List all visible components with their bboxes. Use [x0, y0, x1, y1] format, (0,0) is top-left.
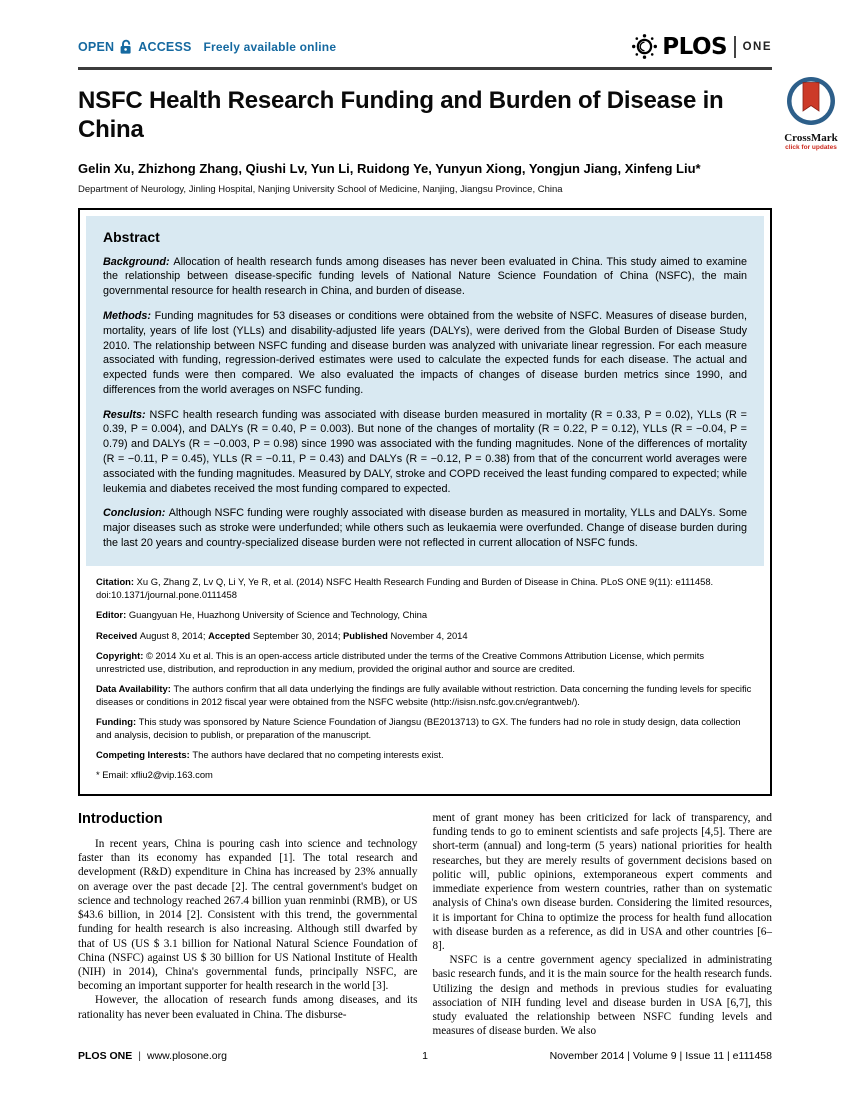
footer-issue-line: November 2014 | Volume 9 | Issue 11 | e111458: [549, 1050, 772, 1062]
metadata-row: Editor: Guangyuan He, Huazhong University of Science and Technology, China: [96, 609, 428, 621]
abstract-section-label: Methods:: [103, 309, 155, 322]
crossmark-icon: [786, 76, 836, 126]
intro-left-text: [78, 837, 418, 1022]
left-column: [78, 811, 418, 1039]
metadata-row: * Email: xfliu2@vip.163.com: [96, 769, 213, 781]
metadata-row: Data Availability: The authors confirm that all data underlying the findings are fully available without restriction. Data concerning the funding levels for specific diseases or conditions in 2012 fiscal year were obtained from the NSFC website (http://isisn.nsfc.gov.cn/egrantweb/).: [96, 682, 752, 707]
intro-paragraph: However, the allocation of research funds among diseases, and its rationality has never been evaluated in China. The disburse-: [78, 994, 418, 1021]
introduction-heading: Introduction: [78, 811, 163, 828]
header-rule: [78, 67, 772, 70]
article-body: [78, 811, 772, 1039]
abstract-section-label: Conclusion:: [103, 507, 169, 520]
right-column: [433, 811, 773, 1039]
abstract-section: Results: NSFC health research funding was associated with disease burden measured in mortality (R = 0.33, P = 0.02), YLLs (R = 0.39, P = 0.004), and DALYs (R = 0.40, P = 0.003). But none of the changes of mortality (R = 0.22, P = 0.12), YLLs (R = −0.04, P = 0.79) and DALYs (R = −0.003, P = 0.98) since 1990 was associated with the funding magnitudes. None of the differences of mortality (R = −0.11, P = 0.45), YLLs (R = −0.11, P = 0.43) and DALYs (R = −0.12, P = 0.38) from that of the concurrent world averages were associated with the funding magnitudes. Measured by DALY, stroke and COPD received the least funding compared to expected; while leukemia and diabetes received the most funding compared to expected.: [103, 408, 747, 495]
title-block: [78, 87, 772, 195]
one-wordmark: ONE: [742, 40, 772, 53]
abstract-section-label: Background:: [103, 255, 174, 268]
article-metadata: [86, 566, 764, 788]
page-footer: [78, 1050, 772, 1062]
top-bar: [78, 33, 772, 60]
page-title: NSFC Health Research Funding and Burden of Disease in China: [78, 87, 724, 143]
crossmark-badge[interactable]: [778, 76, 844, 151]
plos-one-logo[interactable]: [631, 33, 772, 60]
abstract-section: Methods: Funding magnitudes for 53 diseases or conditions were obtained from the website of NSFC. Measures of disease burden, mortality, years of life lost (YLLs) and disability-adjusted life years (DALYs), were derived from the Global Burden of Disease Study 2010. The relationship between NSFC funding and disease burden was analyzed with univariate linear regression. For each measure associated with funding, regression-derived estimates were used to calculate the expected funds for each disease. The actual and expected funds were then compared. We also evaluated the impacts of changes of disease burden metrics since 1990, and differences from the world averages on NSFC funding.: [103, 309, 747, 396]
intro-right-text: [433, 811, 773, 1039]
plos-logo-icon: [631, 33, 658, 60]
intro-paragraph: In recent years, China is pouring cash into science and technology faster than its economy has expanded [1]. The total research and development (R&D) expenditure in China has increased by 23% annually on average over the past decade [2]. The central government's budget on science and technology reached 267.4 billion yuan renminbi (RMB), or US $43.6 billion, in 2014 [2]. Consistent with this trend, the governmental funding for health research is also increasing. Although still dwarfed by that of US (US $ 3.1 billion for National Natural Science Foundation of China (NSFC) against US $ 30 billion for US National Institute of Health (NIH) in 2014), China's governmental funds, principally NSFC, are becoming an important supporter for health research in the world [3].: [78, 838, 418, 993]
footer-brand: PLOS ONE: [78, 1050, 133, 1062]
intro-paragraph: NSFC is a centre government agency specialized in administrating basic research funds, and it is the main source for the health research funds. Utilizing the design and methods in previous studies for evaluating association of NIH funding level and disease burden in USA [6,7], this study evaluated the relationship between NSFC funding levels and measures of disease burden. We also: [432, 954, 772, 1038]
metadata-row: Competing Interests: The authors have declared that no competing interests exist.: [96, 748, 444, 760]
abstract-sections: [103, 255, 747, 551]
open-access-access-label: ACCESS: [138, 39, 192, 54]
crossmark-label: CrossMark: [784, 132, 838, 144]
abstract-metadata-box: [78, 208, 772, 796]
footer-journal: [78, 1050, 422, 1062]
plos-wordmark: PLOS: [662, 33, 728, 60]
abstract-heading: Abstract: [103, 228, 160, 245]
authors-line: Gelin Xu, Zhizhong Zhang, Qiushi Lv, Yun Li, Ruidong Ye, Yunyun Xiong, Yongjun Jiang, Xinfeng Liu*: [78, 160, 701, 176]
footer-page-number: 1: [422, 1050, 428, 1062]
metadata-row: Copyright: © 2014 Xu et al. This is an open-access article distributed under the terms of the Creative Commons Attribution License, which permits unrestricted use, distribution, and reproduction in any medium, provided the original author and source are credited.: [96, 649, 705, 674]
affiliation-line: Department of Neurology, Jinling Hospital, Nanjing University School of Medicine, Nanjing, Jiangsu Province, China: [78, 183, 563, 195]
metadata-row: Funding: This study was sponsored by Nature Science Foundation of Jiangsu (BE2013713) to GX. The funders had no role in study design, data collection and analysis, decision to publish, or preparation of the manuscript.: [96, 715, 741, 740]
abstract-section: Conclusion: Although NSFC funding were roughly associated with disease burden as measured in mortality, YLLs and DALYs. Some major diseases such as stroke were underfunded; while others such as leukaemia were overfunded. Change of disease burden during the last 20 years and country-specialized disease burden were not reflected in current allocation of NSFC funds.: [103, 507, 747, 549]
abstract-panel: [86, 216, 764, 566]
footer-separator: |: [138, 1050, 141, 1062]
intro-paragraph: ment of grant money has been criticized for lack of transparency, and funding tends to go to eminent scientists and safe projects [4,5]. There are short-term (annual) and long-term (5 years) national priorities for health researches, but they are merely results of government decisions based on politic will, public opinions, extemporaneous expert comments and immediate experience from western countries, rather than on systematic analysis of China's own disease burden. Considering the limited resources, it is important for China to optimize the process for health fund allocation with disease burden as a reference, as did in USA and other countries [6–8].: [432, 812, 772, 952]
abstract-section: Background: Allocation of health research funds among diseases has never been evaluated in China. This study aimed to examine the relationship between disease-specific funding levels of National Nature Science Foundation of China (NSFC), the main governmental resource for health research in China, and burden of disease.: [103, 255, 747, 298]
open-access-banner: [78, 39, 336, 55]
open-access-open-label: OPEN: [78, 39, 115, 54]
metadata-row: Received August 8, 2014; Accepted September 30, 2014; Published November 4, 2014: [96, 629, 468, 641]
logo-divider: [734, 36, 736, 58]
metadata-row: Citation: Xu G, Zhang Z, Lv Q, Li Y, Ye R, et al. (2014) NSFC Health Research Funding and Burden of Disease in China. PLoS ONE 9(11): e111458. doi:10.1371/journal.pone.0111458: [96, 576, 714, 600]
footer-url[interactable]: www.plosone.org: [147, 1050, 227, 1062]
open-access-lock-icon: [119, 39, 133, 55]
freely-available-label: Freely available online: [203, 39, 337, 54]
crossmark-subtitle: click for updates: [785, 144, 837, 151]
abstract-section-label: Results:: [103, 408, 150, 421]
